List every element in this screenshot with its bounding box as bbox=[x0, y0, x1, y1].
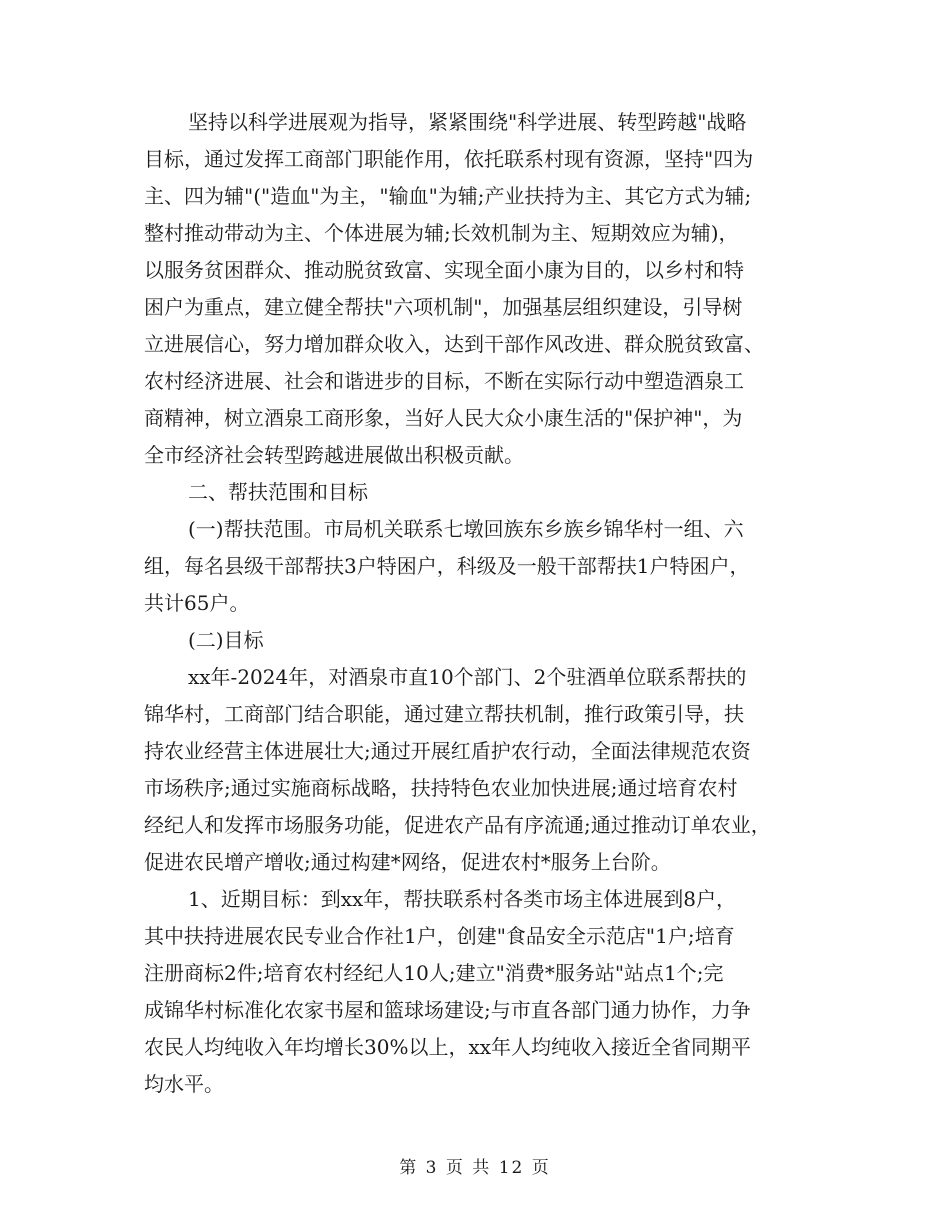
paragraph-short-term-goals bbox=[144, 881, 814, 1103]
text-line: 困户为重点，建立健全帮扶"六项机制"，加强基层组织建设，引导树 bbox=[144, 295, 743, 319]
text-line: 全市经济社会转型跨越进展做出积极贡献。 bbox=[144, 443, 524, 467]
text-line: 其中扶持进展农民专业合作社1户，创建"食品安全示范店"1户;培育 bbox=[144, 924, 735, 948]
paragraph-guideline bbox=[144, 104, 814, 474]
text-line: 持农业经营主体进展壮大;通过开展红盾护农行动，全面法律规范农资 bbox=[144, 739, 751, 763]
text-line: 经纪人和发挥市场服务功能，促进农产品有序流通;通过推动订单农业， bbox=[144, 813, 771, 837]
text-line: 以服务贫困群众、推动脱贫致富、实现全面小康为目的，以乡村和特 bbox=[144, 258, 744, 282]
section-heading bbox=[144, 474, 814, 511]
text-line: xx年-2024年，对酒泉市直10个部门、2个驻酒单位联系帮扶的 bbox=[188, 665, 747, 689]
paragraph-scope bbox=[144, 511, 814, 622]
text-line: 主、四为辅"("造血"为主，"输血"为辅;产业扶持为主、其它方式为辅; bbox=[144, 184, 752, 208]
text-line: 1、近期目标：到xx年，帮扶联系村各类市场主体进展到8户， bbox=[188, 887, 737, 911]
text-line: 农村经济进展、社会和谐进步的目标，不断在实际行动中塑造酒泉工 bbox=[144, 369, 744, 393]
subheading-goals bbox=[144, 622, 814, 659]
text-line: (一)帮扶范围。市局机关联系七墩回族东乡族乡锦华村一组、六 bbox=[188, 517, 744, 541]
page-footer: 第 3 页 共 12 页 bbox=[399, 1158, 551, 1178]
text-line: 市场秩序;通过实施商标战略，扶持特色农业加快进展;通过培育农村 bbox=[144, 776, 738, 800]
text-line: 立进展信心，努力增加群众收入，达到干部作风改进、群众脱贫致富、 bbox=[144, 332, 764, 356]
text-line: 注册商标2件;培育农村经纪人10人;建立"消费*服务站"站点1个;完 bbox=[144, 961, 724, 985]
text-line: 整村推动带动为主、个体进展为辅;长效机制为主、短期效应为辅)， bbox=[144, 221, 739, 245]
text-line: 二、帮扶范围和目标 bbox=[188, 480, 368, 504]
body-text bbox=[144, 104, 814, 1103]
text-line: 成锦华村标准化农家书屋和篮球场建设;与市直各部门通力协作，力争 bbox=[144, 998, 751, 1022]
text-line: 促进农民增产增收;通过构建*网络，促进农村*服务上台阶。 bbox=[144, 850, 671, 874]
text-line: 共计65户。 bbox=[144, 591, 250, 615]
text-line: 组，每名县级干部帮扶3户特困户，科级及一般干部帮扶1户特困户， bbox=[144, 554, 750, 578]
text-line: 农民人均纯收入年均增长30%以上，xx年人均纯收入接近全省同期平 bbox=[144, 1035, 752, 1059]
text-line: (二)目标 bbox=[188, 628, 264, 652]
text-line: 坚持以科学进展观为指导，紧紧围绕"科学进展、转型跨越"战略 bbox=[188, 110, 747, 134]
paragraph-goals bbox=[144, 659, 814, 881]
text-line: 均水平。 bbox=[144, 1072, 224, 1096]
text-line: 商精神，树立酒泉工商形象，当好人民大众小康生活的"保护神"，为 bbox=[144, 406, 743, 430]
text-line: 锦华村，工商部门结合职能，通过建立帮扶机制，推行政策引导，扶 bbox=[144, 702, 744, 726]
text-line: 目标，通过发挥工商部门职能作用，依托联系村现有资源，坚持"四为 bbox=[144, 147, 754, 171]
